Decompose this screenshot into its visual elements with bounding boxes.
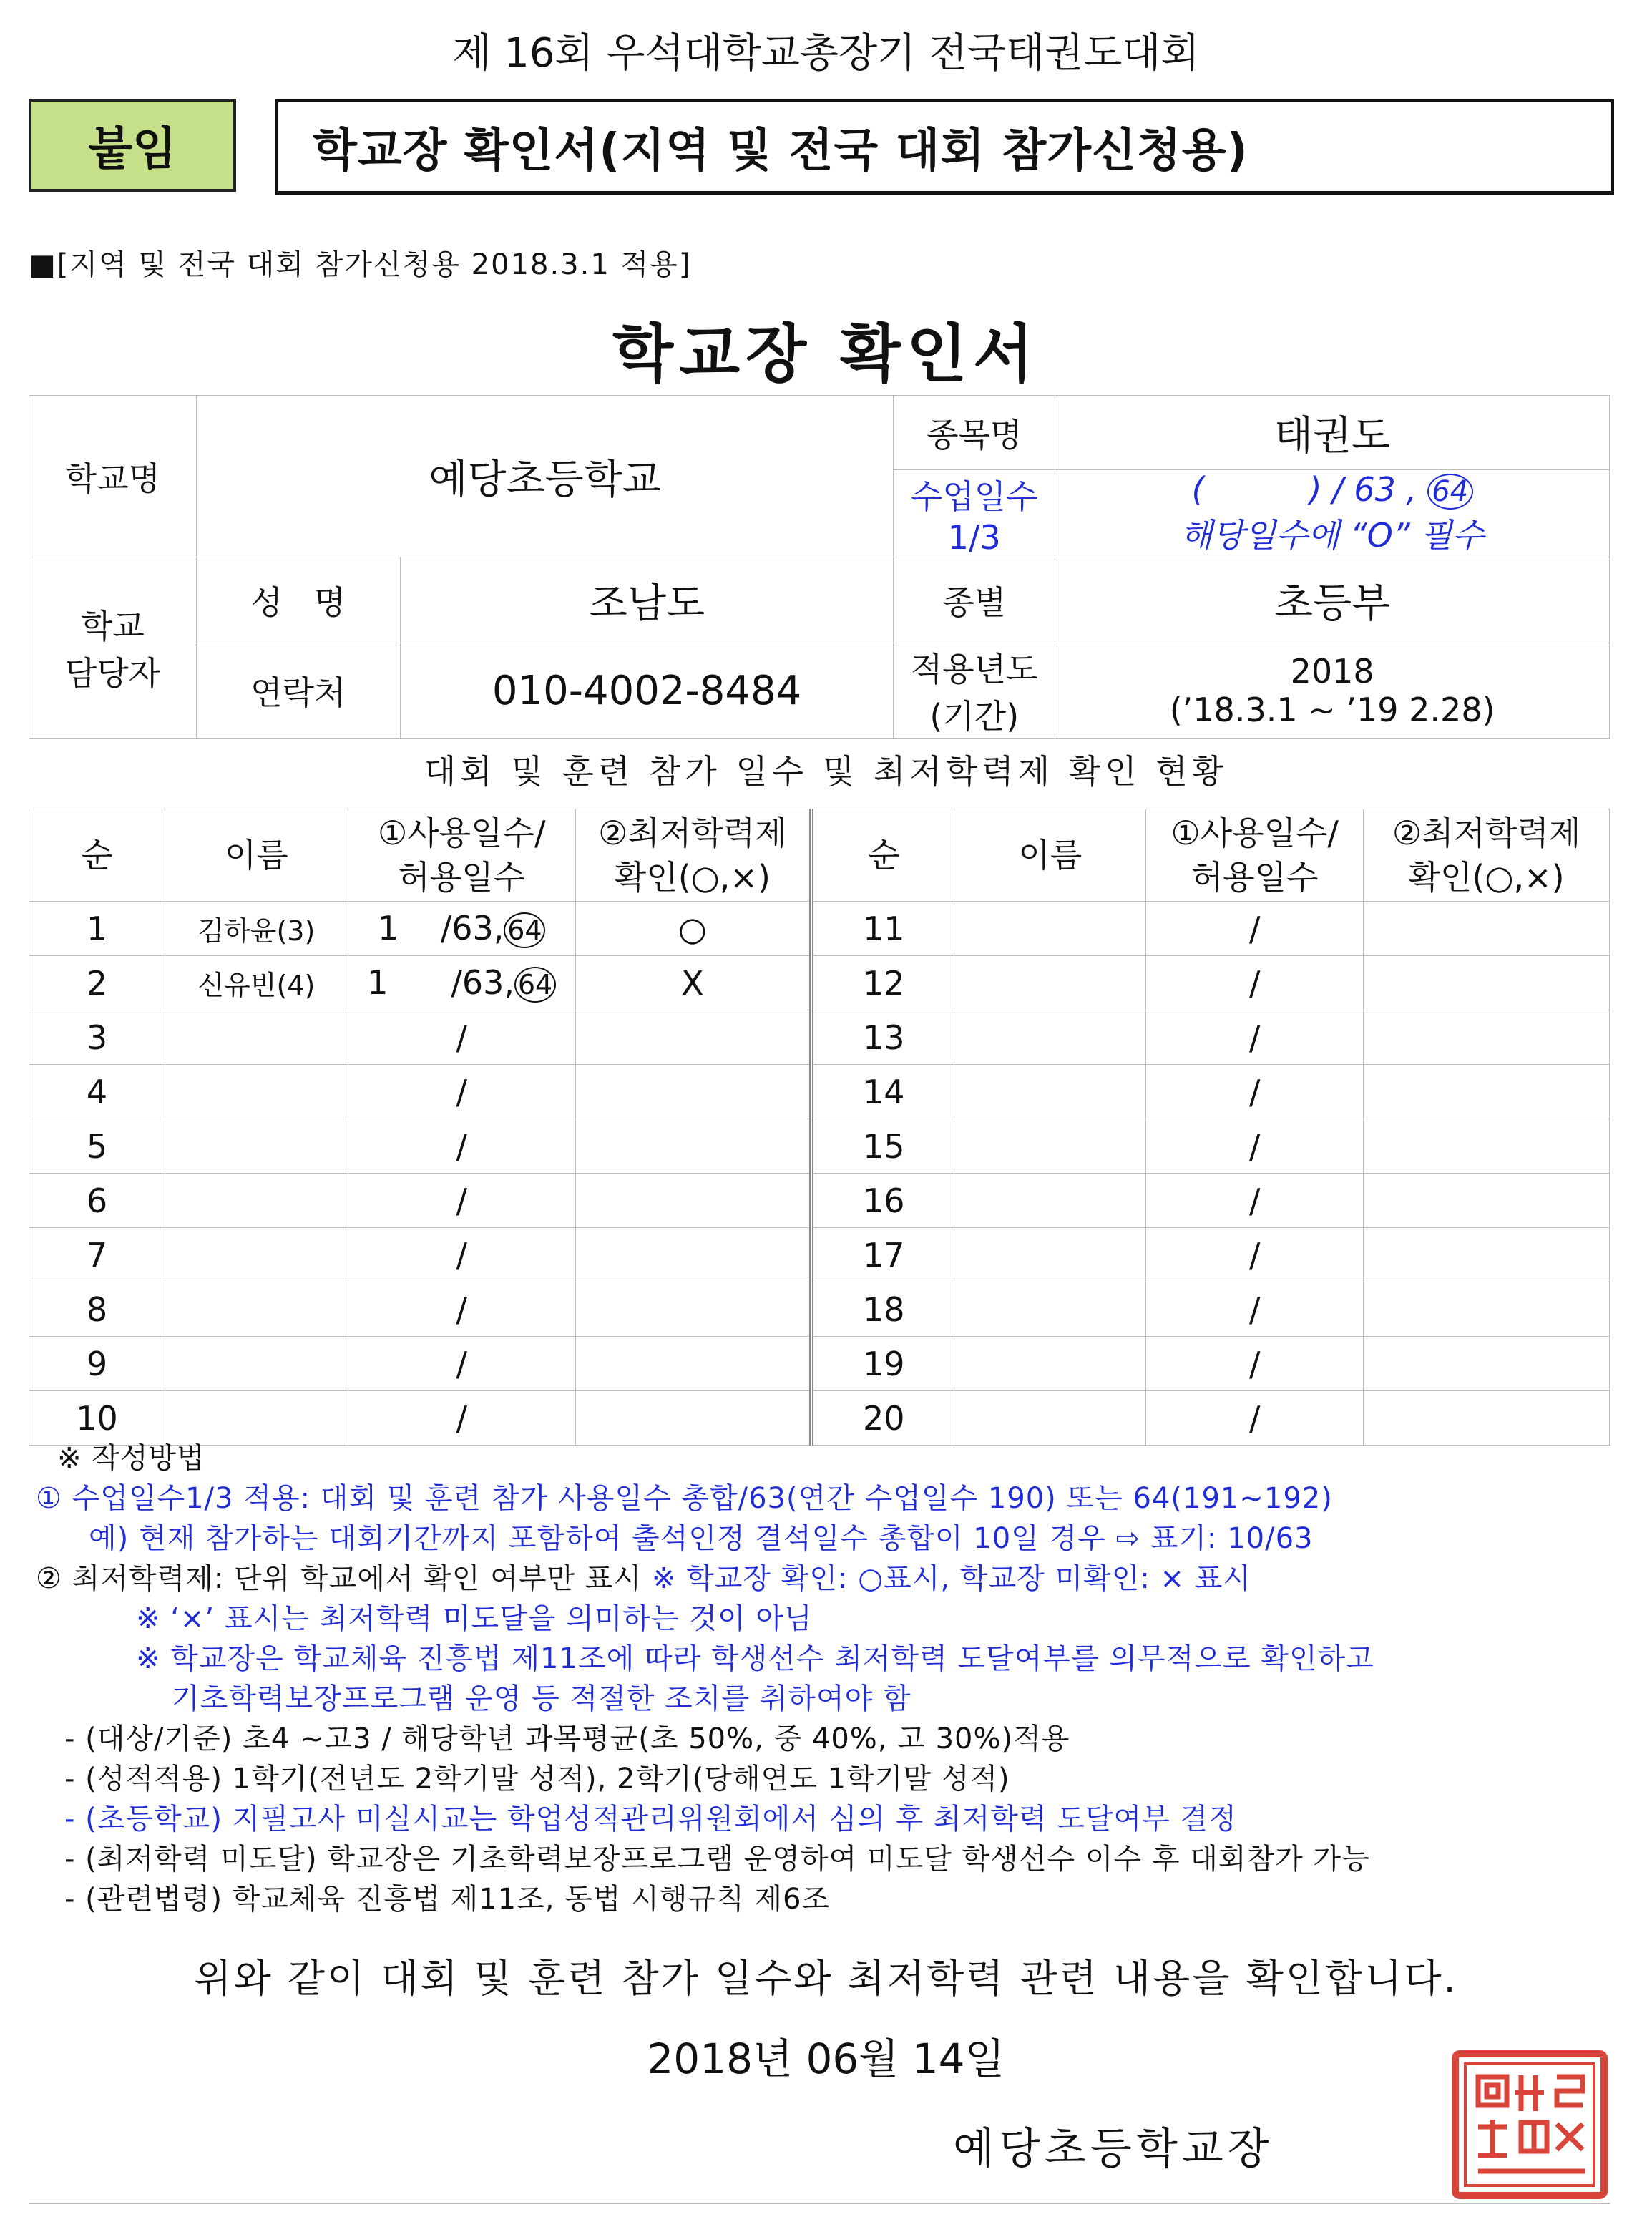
athlete-name-right [954,1174,1146,1228]
contact-value: 010-4002-8484 [400,643,894,739]
row-number: 7 [29,1228,165,1282]
used-days [348,1337,575,1391]
circled-64: 64 [504,912,545,948]
used-days-right: / [1146,1228,1364,1282]
used-days-text: / [456,1398,467,1438]
table-row [29,1228,1610,1282]
row-number: 3 [29,1010,165,1065]
header-check-line1: ②최저학력제 [598,814,787,852]
min-academic-check-right [1364,1337,1610,1391]
row-number-right: 20 [811,1391,954,1446]
confirmation-statement: 위와 같이 대회 및 훈련 참가 일수와 최저학력 관련 내용을 확인합니다. [194,1956,1458,2001]
class-days-label-line1: 수업일수 [910,477,1038,516]
staff-label [29,557,197,739]
used-days-right: / [1146,902,1364,956]
athlete-name: 김하윤(3) [165,902,348,956]
used-days [348,902,575,956]
athlete-name [165,1065,348,1119]
used-days-right: / [1146,1119,1364,1174]
header-days [348,809,575,902]
used-days-text: / [456,1290,467,1329]
min-academic-check [575,1337,811,1391]
document-date: 2018년 06월 14일 [647,2034,1005,2083]
header-check-right [1364,809,1610,902]
used-days-right: / [1146,1065,1364,1119]
athlete-name-right [954,1391,1146,1446]
row-number: 9 [29,1337,165,1391]
row-number-right: 11 [811,902,954,956]
min-academic-check: X [575,956,811,1010]
circled-64: 64 [514,967,556,1003]
writing-instructions [36,1438,1624,1919]
header-check-right-line1: ②최저학력제 [1392,814,1581,852]
used-days-text: / [456,1235,467,1275]
athlete-name [165,1010,348,1065]
row-number-right: 17 [811,1228,954,1282]
school-name-value: 예당초등학교 [196,396,894,557]
used-days-text: 1 /63, [378,909,504,947]
row-number: 4 [29,1065,165,1119]
used-days [348,1010,575,1065]
min-academic-check-right [1364,1282,1610,1337]
used-days [348,1391,575,1446]
class-days-label-line2: 1/3 [947,517,1001,557]
instruction-2-note-2: ※ 학교장은 학교체육 진흥법 제11조에 따라 학생선수 최저학력 도달여부를 의무적으로 확인하고 [136,1642,1374,1675]
athlete-name [165,1282,348,1337]
used-days [348,1065,575,1119]
row-number-right: 18 [811,1282,954,1337]
athlete-name-right [954,1010,1146,1065]
instruction-2-note-1: ※ ‘×’ 표시는 최저학력 미도달을 의미하는 것이 아님 [136,1602,813,1635]
seal-glyphs [1478,2075,1585,2171]
detail-grades: - (성적적용) 1학기(전년도 2학기말 성적), 2학기(당해연도 1학기말 성적) [64,1763,1010,1795]
class-days-options [1055,470,1609,510]
table-header-row [29,809,1610,902]
year-value-line2: (’18.3.1 ~ ’19 2.28) [1169,691,1495,729]
min-academic-check [575,1119,811,1174]
header-days-right [1146,809,1364,902]
min-academic-check-right [1364,1174,1610,1228]
used-days [348,1228,575,1282]
used-days-text: / [456,1072,467,1111]
athlete-name-right [954,1228,1146,1282]
school-info-table [29,395,1610,739]
instruction-2-mark: ※ 학교장 확인: ○표시, 학교장 미확인: × 표시 [651,1562,1252,1595]
min-academic-check: ○ [575,902,811,956]
athlete-name [165,1174,348,1228]
class-days-label [894,470,1055,557]
used-days-text: / [456,1181,467,1220]
athlete-name [165,1119,348,1174]
header-check [575,809,811,902]
year-label-line1: 적용년도 [910,650,1038,688]
instruction-2 [36,1559,1624,1599]
athlete-name [165,1391,348,1446]
used-days [348,1174,575,1228]
header-name: 이름 [165,809,348,902]
min-academic-check-right [1364,902,1610,956]
row-number: 5 [29,1119,165,1174]
row-number: 8 [29,1282,165,1337]
principal-signature: 예당초등학교장 [953,2124,1274,2174]
row-number-right: 15 [811,1119,954,1174]
min-academic-check [575,1282,811,1337]
used-days-right: / [1146,1174,1364,1228]
used-days [348,1119,575,1174]
athlete-name-right [954,956,1146,1010]
header-no: 순 [29,809,165,902]
min-academic-check-right [1364,1010,1610,1065]
used-days [348,1282,575,1337]
used-days-right: / [1146,1282,1364,1337]
table-row [29,902,1610,956]
used-days [348,956,575,1010]
min-academic-check-right [1364,1065,1610,1119]
athlete-name: 신유빈(4) [165,956,348,1010]
used-days-right: / [1146,1010,1364,1065]
staff-name-value: 조남도 [400,557,894,643]
min-academic-check-right [1364,1228,1610,1282]
row-number: 2 [29,956,165,1010]
table-row [29,1065,1610,1119]
row-number-right: 19 [811,1337,954,1391]
principal-seal-stamp [1450,2048,1610,2201]
table-row [29,1010,1610,1065]
table-row [29,1174,1610,1228]
min-academic-check-right [1364,956,1610,1010]
document-title: 학교장 확인서 [612,317,1040,391]
table-row [29,1282,1610,1337]
athlete-name-right [954,1119,1146,1174]
min-academic-check-right [1364,1119,1610,1174]
athlete-name [165,1228,348,1282]
class-days-note: 해당일수에 “O” 필수 [1181,516,1485,555]
used-days-text: / [456,1344,467,1383]
name-label: 성 명 [196,557,400,643]
row-number-right: 14 [811,1065,954,1119]
athlete-name-right [954,1065,1146,1119]
used-days-right: / [1146,1337,1364,1391]
row-number: 1 [29,902,165,956]
min-academic-check [575,1010,811,1065]
instructions-heading: ※ 작성방법 [57,1442,205,1475]
division-label: 종별 [894,557,1055,643]
header-days-line1: ①사용일수/ [377,814,546,852]
detail-elementary: - (초등학교) 지필고사 미실시교는 학업성적관리위원회에서 심의 후 최저학력 도달여부 결정 [64,1803,1237,1836]
division-value: 초등부 [1055,557,1610,643]
row-number: 6 [29,1174,165,1228]
min-academic-check [575,1065,811,1119]
header-check-right-line2: 확인(○,×) [1408,858,1565,897]
instruction-2-text: ② 최저학력제: 단위 학교에서 확인 여부만 표시 [36,1562,652,1595]
year-value [1055,643,1610,739]
row-number-right: 13 [811,1010,954,1065]
sport-value: 태권도 [1055,396,1610,470]
min-academic-check [575,1228,811,1282]
header-name-right: 이름 [954,809,1146,902]
year-label-line2: (기간) [929,697,1020,736]
used-days-text: 1 /63, [367,963,515,1002]
table-row [29,1337,1610,1391]
footer-rule [29,2203,1610,2204]
year-label [894,643,1055,739]
athlete-name-right [954,1337,1146,1391]
event-title: 제 16회 우석대학교총장기 전국태권도대회 [452,30,1200,77]
detail-law: - (관련법령) 학교체육 진흥법 제11조, 동법 시행규칙 제6조 [64,1883,831,1916]
used-days-text: / [456,1126,467,1166]
sport-label: 종목명 [894,396,1055,470]
row-number-right: 16 [811,1174,954,1228]
used-days-right: / [1146,956,1364,1010]
header-no-right: 순 [811,809,954,902]
school-name-label: 학교명 [29,396,197,557]
header-days-line2: 허용일수 [398,858,526,897]
instruction-1: ① 수업일수1/3 적용: 대회 및 훈련 참가 사용일수 총합/63(연간 수업일수 190) 또는 64(191~192) [36,1482,1333,1515]
document-heading: 학교장 확인서(지역 및 전국 대회 참가신청용) [275,99,1614,195]
section-title: 대회 및 훈련 참가 일수 및 최저학력제 확인 현황 [424,752,1228,791]
athlete-name-right [954,1282,1146,1337]
min-academic-check [575,1391,811,1446]
athlete-name [165,1337,348,1391]
table-row [29,1119,1610,1174]
min-academic-check-right [1364,1391,1610,1446]
athlete-name-right [954,902,1146,956]
instruction-2-note-2-cont: 기초학력보장프로그램 운영 등 적절한 조치를 취하여야 함 [172,1682,911,1715]
min-academic-check [575,1174,811,1228]
header-check-line2: 확인(○,×) [614,858,771,897]
application-notice: ■[지역 및 전국 대회 참가신청용 2018.3.1 적용] [29,248,692,281]
detail-below-minimum: - (최저학력 미도달) 학교장은 기초학력보장프로그램 운영하여 미도달 학생선수 이수 후 대회참가 가능 [64,1843,1370,1876]
class-days-value [1055,470,1610,557]
staff-label-line1: 학교 [80,607,145,645]
header-days-right-line1: ①사용일수/ [1170,814,1339,852]
detail-target: - (대상/기준) 초4 ~고3 / 해당학년 과목평균(초 50%, 중 40%, 고 30%)적용 [64,1722,1070,1755]
row-number-right: 12 [811,956,954,1010]
instruction-1-example: 예) 현재 참가하는 대회기간까지 포함하여 출석인정 결석일수 총합이 10일 경우 ⇨ 표기: 10/63 [89,1522,1314,1555]
used-days-text: / [456,1018,467,1057]
used-days-right: / [1146,1391,1364,1446]
attachment-badge: 붙임 [29,99,236,192]
table-row [29,1391,1610,1446]
participation-table [29,809,1610,1446]
year-value-line1: 2018 [1290,652,1374,691]
row-number: 10 [29,1391,165,1446]
header-days-right-line2: 허용일수 [1191,858,1319,897]
class-days-option-text: ( ) / 63 , [1191,470,1427,509]
staff-label-line2: 담당자 [64,654,161,693]
contact-label: 연락처 [196,643,400,739]
table-row [29,956,1610,1010]
circled-64: 64 [1427,474,1473,510]
